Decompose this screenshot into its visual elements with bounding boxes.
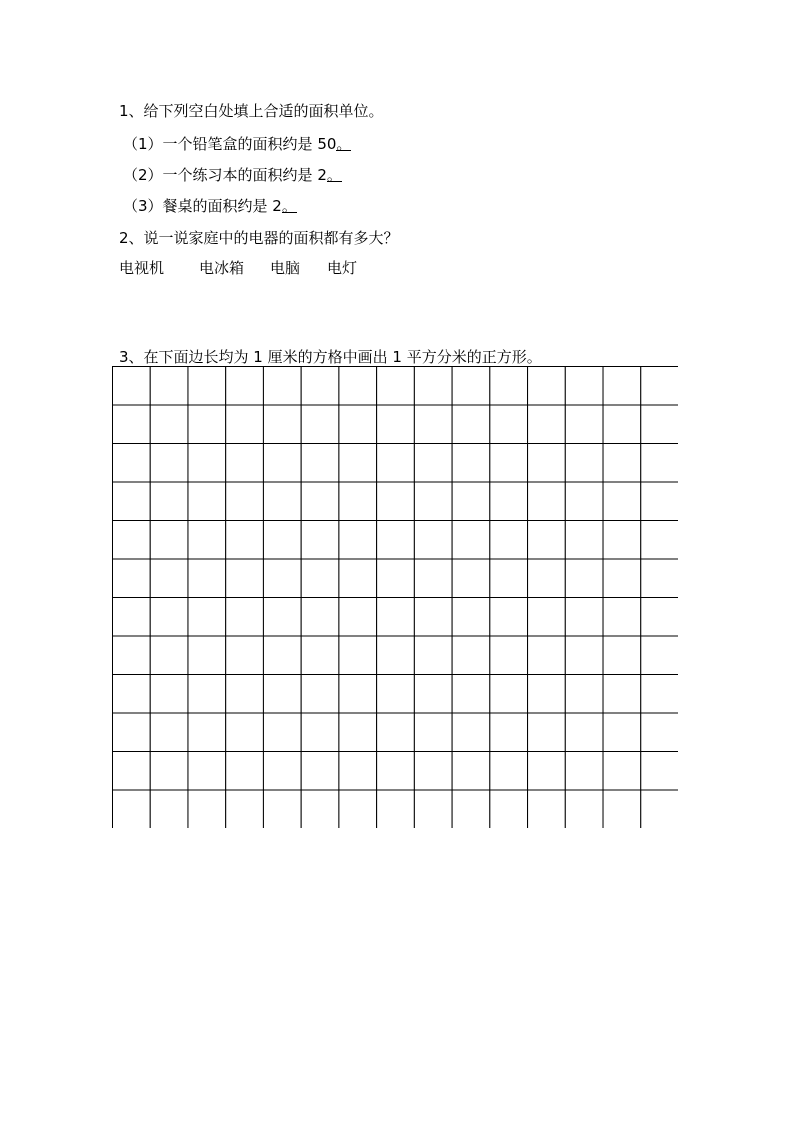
- grid-cell[interactable]: [414, 521, 452, 560]
- grid-cell[interactable]: [565, 521, 603, 560]
- grid-cell[interactable]: [226, 367, 264, 406]
- grid-cell[interactable]: [452, 482, 490, 521]
- grid-cell[interactable]: [414, 444, 452, 483]
- grid-cell[interactable]: [301, 636, 339, 675]
- grid-cell[interactable]: [188, 559, 226, 598]
- grid-cell[interactable]: [452, 521, 490, 560]
- grid-cell[interactable]: [113, 521, 151, 560]
- grid-cell[interactable]: [452, 675, 490, 714]
- grid-cell[interactable]: [528, 713, 566, 752]
- grid-cell[interactable]: [113, 713, 151, 752]
- grid-cell[interactable]: [263, 444, 301, 483]
- grid-cell[interactable]: [113, 636, 151, 675]
- grid-cell[interactable]: [263, 559, 301, 598]
- grid-cell[interactable]: [339, 752, 377, 791]
- grid-cell[interactable]: [565, 752, 603, 791]
- grid-cell[interactable]: [226, 405, 264, 444]
- grid-cell[interactable]: [188, 405, 226, 444]
- grid-cell[interactable]: [414, 675, 452, 714]
- grid-cell[interactable]: [301, 752, 339, 791]
- question-1-item-2: [123, 165, 342, 185]
- grid-cell[interactable]: [188, 444, 226, 483]
- grid-cell[interactable]: [490, 675, 528, 714]
- grid-cell[interactable]: [603, 713, 641, 752]
- grid-cell[interactable]: [113, 444, 151, 483]
- grid-cell[interactable]: [641, 482, 678, 521]
- grid-cell[interactable]: [452, 752, 490, 791]
- grid-cell[interactable]: [377, 482, 415, 521]
- grid-cell[interactable]: [377, 790, 415, 828]
- grid-cell[interactable]: [301, 521, 339, 560]
- grid-cell[interactable]: [603, 598, 641, 637]
- grid-cell[interactable]: [490, 559, 528, 598]
- grid-cell[interactable]: [377, 559, 415, 598]
- grid-cell[interactable]: [226, 598, 264, 637]
- question-1-item-1-label: （1）一个铅笔盒的面积约是 50: [123, 135, 337, 153]
- question-2-title: 2、说一说家庭中的电器的面积都有多大？: [119, 229, 399, 247]
- grid-cell[interactable]: [641, 444, 678, 483]
- grid-cell[interactable]: [377, 367, 415, 406]
- grid-cell[interactable]: [263, 367, 301, 406]
- grid-cell[interactable]: [452, 713, 490, 752]
- grid-cell[interactable]: [528, 444, 566, 483]
- grid-cell[interactable]: [490, 444, 528, 483]
- grid-cell[interactable]: [188, 752, 226, 791]
- grid-cell[interactable]: [263, 636, 301, 675]
- grid-cell[interactable]: [452, 559, 490, 598]
- grid-cell[interactable]: [565, 713, 603, 752]
- grid-cell[interactable]: [565, 675, 603, 714]
- grid-cell[interactable]: [150, 675, 188, 714]
- grid-cell[interactable]: [603, 636, 641, 675]
- grid-cell[interactable]: [113, 752, 151, 791]
- grid-cell[interactable]: [528, 559, 566, 598]
- question-1-item-2-label: （2）一个练习本的面积约是 2: [123, 166, 327, 184]
- grid-cell[interactable]: [490, 367, 528, 406]
- grid-cell[interactable]: [150, 636, 188, 675]
- grid-cell[interactable]: [528, 405, 566, 444]
- grid-cell[interactable]: [414, 367, 452, 406]
- grid-cell[interactable]: [113, 405, 151, 444]
- grid-cell[interactable]: [490, 636, 528, 675]
- grid-cell[interactable]: [603, 752, 641, 791]
- grid-cell[interactable]: [150, 405, 188, 444]
- grid-cell[interactable]: [263, 790, 301, 828]
- grid-cell[interactable]: [603, 559, 641, 598]
- grid-cell[interactable]: [641, 675, 678, 714]
- grid-cell[interactable]: [528, 636, 566, 675]
- grid-cell[interactable]: [339, 405, 377, 444]
- grid-cell[interactable]: [565, 405, 603, 444]
- grid-cell[interactable]: [452, 636, 490, 675]
- grid-cell[interactable]: [339, 790, 377, 828]
- grid-cell[interactable]: [188, 482, 226, 521]
- grid-cell[interactable]: [641, 521, 678, 560]
- grid-cell[interactable]: [301, 367, 339, 406]
- question-1-title: 1、给下列空白处填上合适的面积单位。: [119, 102, 384, 120]
- grid-cell[interactable]: [301, 675, 339, 714]
- grid-cell[interactable]: [377, 636, 415, 675]
- grid-cell[interactable]: [490, 598, 528, 637]
- grid-cell[interactable]: [414, 713, 452, 752]
- grid-cell[interactable]: [565, 790, 603, 828]
- grid-cell[interactable]: [113, 675, 151, 714]
- grid-cell[interactable]: [226, 444, 264, 483]
- grid-cell[interactable]: [490, 482, 528, 521]
- question-1-item-3-label: （3）餐桌的面积约是 2: [123, 197, 282, 215]
- grid-cell[interactable]: [414, 405, 452, 444]
- grid-cell[interactable]: [528, 367, 566, 406]
- answer-blank-3[interactable]: [282, 196, 297, 213]
- grid-cell[interactable]: [188, 675, 226, 714]
- grid-cell[interactable]: [603, 521, 641, 560]
- answer-blank-1[interactable]: [336, 134, 351, 151]
- grid-cell[interactable]: [226, 559, 264, 598]
- grid-cell[interactable]: [226, 521, 264, 560]
- grid-cell[interactable]: [377, 405, 415, 444]
- grid-cell[interactable]: [377, 521, 415, 560]
- grid-cell[interactable]: [150, 752, 188, 791]
- grid-cell[interactable]: [301, 405, 339, 444]
- grid-cell[interactable]: [603, 675, 641, 714]
- grid-cell[interactable]: [528, 790, 566, 828]
- grid-cell[interactable]: [641, 713, 678, 752]
- grid-cell[interactable]: [452, 405, 490, 444]
- grid-cell[interactable]: [113, 367, 151, 406]
- grid-cell[interactable]: [150, 521, 188, 560]
- grid-cell[interactable]: [490, 405, 528, 444]
- grid-cell[interactable]: [603, 790, 641, 828]
- grid-cell[interactable]: [490, 752, 528, 791]
- grid-cell[interactable]: [263, 598, 301, 637]
- appliance-computer: 电脑: [270, 259, 301, 277]
- grid-cell[interactable]: [188, 367, 226, 406]
- appliance-lamp: 电灯: [327, 259, 358, 277]
- grid-cell[interactable]: [490, 790, 528, 828]
- grid-cell[interactable]: [339, 675, 377, 714]
- grid-cell[interactable]: [301, 482, 339, 521]
- grid-cell[interactable]: [150, 482, 188, 521]
- grid-cell[interactable]: [339, 559, 377, 598]
- grid-cell[interactable]: [377, 598, 415, 637]
- grid-cell[interactable]: [263, 521, 301, 560]
- grid-cell[interactable]: [226, 675, 264, 714]
- grid-cell[interactable]: [377, 444, 415, 483]
- answer-blank-2[interactable]: [327, 165, 342, 182]
- grid-cell[interactable]: [414, 559, 452, 598]
- grid-cell[interactable]: [188, 636, 226, 675]
- grid-cell[interactable]: [113, 559, 151, 598]
- grid-cell[interactable]: [301, 713, 339, 752]
- appliance-fridge: 电冰箱: [199, 259, 245, 277]
- grid-cell[interactable]: [565, 559, 603, 598]
- grid-cell[interactable]: [452, 367, 490, 406]
- grid-cell[interactable]: [339, 636, 377, 675]
- grid-cell[interactable]: [188, 713, 226, 752]
- grid-cell[interactable]: [641, 752, 678, 791]
- drawing-grid[interactable]: [112, 366, 678, 828]
- grid-cell[interactable]: [150, 790, 188, 828]
- grid-cell[interactable]: [339, 482, 377, 521]
- grid-cell[interactable]: [113, 790, 151, 828]
- grid-cell[interactable]: [226, 482, 264, 521]
- grid-cell[interactable]: [565, 482, 603, 521]
- grid-cell[interactable]: [641, 405, 678, 444]
- grid-cell[interactable]: [263, 405, 301, 444]
- grid-cell[interactable]: [490, 521, 528, 560]
- grid-cell[interactable]: [263, 713, 301, 752]
- grid-cell[interactable]: [113, 482, 151, 521]
- grid-cell[interactable]: [188, 521, 226, 560]
- grid-cell[interactable]: [565, 367, 603, 406]
- grid-cell[interactable]: [339, 713, 377, 752]
- grid-cell[interactable]: [641, 598, 678, 637]
- grid-cell[interactable]: [641, 790, 678, 828]
- grid-cell[interactable]: [414, 752, 452, 791]
- grid-cell[interactable]: [150, 713, 188, 752]
- grid-cell[interactable]: [377, 713, 415, 752]
- grid-cell[interactable]: [150, 559, 188, 598]
- grid-cell[interactable]: [301, 598, 339, 637]
- grid-cell[interactable]: [301, 444, 339, 483]
- grid-cell[interactable]: [452, 598, 490, 637]
- grid-cell[interactable]: [188, 598, 226, 637]
- grid-cell[interactable]: [339, 521, 377, 560]
- grid-cell[interactable]: [339, 598, 377, 637]
- grid-cell[interactable]: [603, 482, 641, 521]
- grid-cell[interactable]: [641, 559, 678, 598]
- grid-cell[interactable]: [263, 752, 301, 791]
- question-1-item-1: [123, 134, 351, 154]
- grid-cell[interactable]: [528, 482, 566, 521]
- grid-cell[interactable]: [528, 675, 566, 714]
- grid-cell[interactable]: [301, 559, 339, 598]
- grid-cell[interactable]: [414, 790, 452, 828]
- grid-cell[interactable]: [113, 598, 151, 637]
- answer-blank-2-suffix: 。: [326, 166, 342, 184]
- grid-cell[interactable]: [528, 521, 566, 560]
- grid-cell[interactable]: [565, 636, 603, 675]
- grid-cell[interactable]: [150, 598, 188, 637]
- grid-cell[interactable]: [188, 790, 226, 828]
- grid-cell[interactable]: [414, 598, 452, 637]
- grid-cell[interactable]: [452, 790, 490, 828]
- grid-cell[interactable]: [603, 405, 641, 444]
- question-1-item-3: [123, 196, 297, 216]
- grid-cell[interactable]: [226, 713, 264, 752]
- answer-blank-1-suffix: 。: [336, 135, 352, 153]
- question-3-title: 3、在下面边长均为 1 厘米的方格中画出 1 平方分米的正方形。: [119, 348, 542, 366]
- grid-cell[interactable]: [490, 713, 528, 752]
- grid-cell[interactable]: [377, 752, 415, 791]
- grid-cell[interactable]: [528, 598, 566, 637]
- answer-blank-3-suffix: 。: [281, 197, 297, 215]
- grid-cell[interactable]: [301, 790, 339, 828]
- grid-cell[interactable]: [603, 367, 641, 406]
- grid-cell[interactable]: [377, 675, 415, 714]
- grid-cell[interactable]: [339, 444, 377, 483]
- grid-cell[interactable]: [565, 598, 603, 637]
- grid-cell[interactable]: [641, 367, 678, 406]
- grid-cell[interactable]: [226, 636, 264, 675]
- grid-cell[interactable]: [226, 752, 264, 791]
- grid-cell[interactable]: [414, 636, 452, 675]
- grid-cell[interactable]: [565, 444, 603, 483]
- appliance-tv: 电视机: [119, 259, 165, 277]
- grid-cell[interactable]: [263, 482, 301, 521]
- grid-cell[interactable]: [339, 367, 377, 406]
- grid-cell[interactable]: [603, 444, 641, 483]
- grid-cell[interactable]: [226, 790, 264, 828]
- grid-cell[interactable]: [452, 444, 490, 483]
- grid-cell[interactable]: [414, 482, 452, 521]
- grid-cell[interactable]: [528, 752, 566, 791]
- grid-cell[interactable]: [263, 675, 301, 714]
- grid-cell[interactable]: [641, 636, 678, 675]
- grid-cell[interactable]: [150, 444, 188, 483]
- grid-cell[interactable]: [150, 367, 188, 406]
